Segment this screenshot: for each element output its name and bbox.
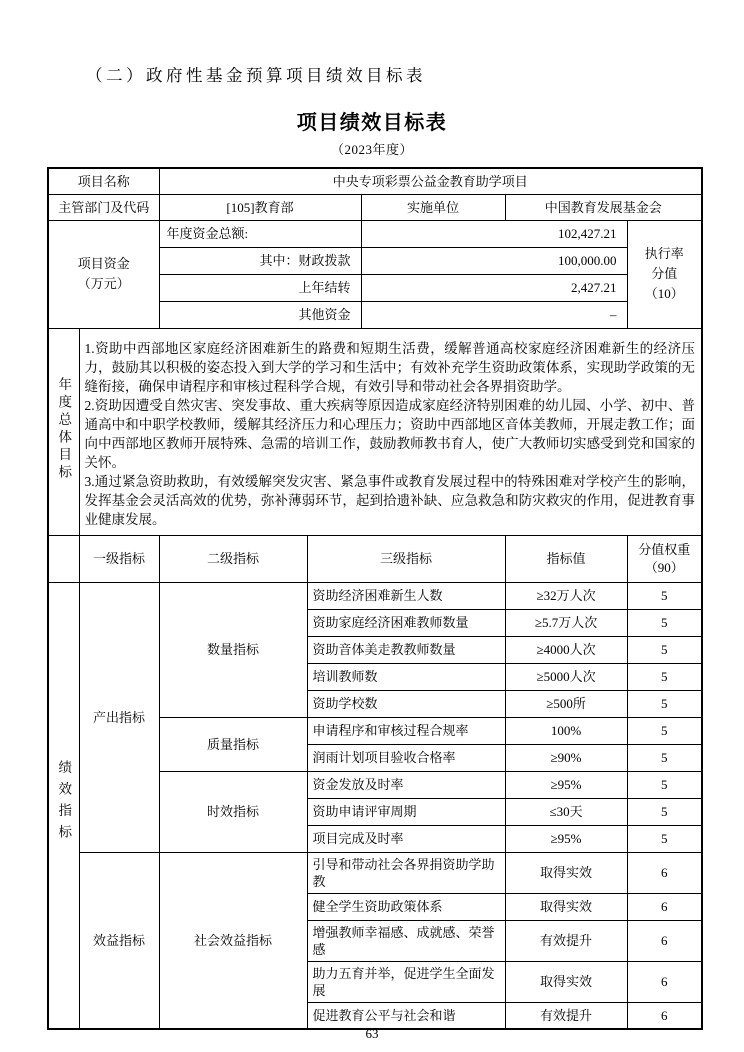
dept-value-cell: [105]教育部	[159, 194, 361, 220]
annual-goal-paragraph: 2.资助因遭受自然灾害、突发事故、重大疾病等原因造成家庭经济特别困难的幼儿园、小学、初中、普通高中和中职学校教师，缓解其经济压力和心理压力；资助中西部地区音体美教师，开展走教工作；面向中西部地区教师开展特殊、急需的培训工作，鼓励教师教书育人，使广大教师切实感受到党和国家的关怀。	[84, 397, 696, 470]
indicator-value-cell: ≤30天	[505, 798, 627, 825]
indicator-name-cell: 培训教师数	[307, 663, 505, 690]
indicator-weight-cell: 5	[627, 825, 702, 852]
impl-label-cell: 实施单位	[361, 194, 505, 220]
funding-label-line1: 项目资金	[77, 256, 130, 271]
indicator-weight-cell: 5	[627, 636, 702, 663]
indicator-name-cell: 申请程序和审核过程合规率	[307, 717, 505, 744]
performance-indicator-label-cell	[48, 582, 79, 1029]
department-row	[48, 194, 702, 220]
section-heading: （二）政府性基金预算项目绩效目标表	[86, 66, 426, 85]
indicator-row	[48, 582, 702, 609]
project-name-value-cell: 中央专项彩票公益金教育助学项目	[159, 168, 702, 194]
output-indicator-cell: 产出指标	[79, 582, 159, 852]
indicator-weight-cell: 6	[627, 852, 702, 893]
funding-name-cell: 其他资金	[159, 301, 361, 328]
funding-value-cell: –	[361, 301, 627, 328]
indicator-value-cell: ≥90%	[505, 744, 627, 771]
funding-label-line2: （万元）	[77, 276, 130, 291]
indicator-value-cell: ≥500所	[505, 690, 627, 717]
performance-target-table	[47, 167, 703, 1030]
annual-goal-content-cell	[79, 328, 702, 535]
indicator-weight-cell: 5	[627, 771, 702, 798]
level1-header-cell: 一级指标	[79, 535, 159, 582]
funding-value-cell: 100,000.00	[361, 247, 627, 274]
page-title: 项目绩效目标表	[296, 112, 448, 134]
benefit-indicator-cell: 效益指标	[79, 852, 159, 1029]
page-subtitle: （2023年度）	[330, 142, 413, 157]
annual-goal-paragraph: 1.资助中西部地区家庭经济困难新生的路费和短期生活费，缓解普通高校家庭经济困难新生的经济压力，鼓励其以积极的姿态投入到大学的学习和生活中；有效补充学生资助政策体系，实现助学政策的无缝衔接，确保申请程序和审核过程科学合规，有效引导和带动社会各界捐资助学。	[84, 340, 696, 394]
funding-name-cell: 年度资金总额:	[159, 220, 361, 247]
indicator-name-cell: 资助音体美走教教师数量	[307, 636, 505, 663]
indicator-name-cell: 健全学生资助政策体系	[307, 893, 505, 920]
indicator-weight-cell: 6	[627, 961, 702, 1002]
indicator-weight-cell: 6	[627, 893, 702, 920]
indicator-weight-cell: 6	[627, 1002, 702, 1029]
indicator-value-cell: ≥5000人次	[505, 663, 627, 690]
indicator-value-cell: 取得实效	[505, 852, 627, 893]
funding-value-cell: 102,427.21	[361, 220, 627, 247]
indicator-value-cell: 有效提升	[505, 1002, 627, 1029]
indicator-name-cell: 助力五育并举，促进学生全面发展	[307, 961, 505, 1002]
weight-header-line1: 分值权重	[638, 541, 691, 557]
indicator-weight-cell: 6	[627, 920, 702, 961]
quality-indicator-cell: 质量指标	[159, 717, 307, 771]
annual-goal-label: 年度总体目标	[56, 377, 72, 482]
timeliness-indicator-cell: 时效指标	[159, 771, 307, 852]
indicator-value-cell: ≥4000人次	[505, 636, 627, 663]
indicator-name-cell: 资助申请评审周期	[307, 798, 505, 825]
indicator-value-cell: 取得实效	[505, 961, 627, 1002]
indicator-value-cell: 100%	[505, 717, 627, 744]
indicator-weight-cell: 5	[627, 798, 702, 825]
indicator-value-cell: ≥95%	[505, 825, 627, 852]
annual-goal-label-cell	[48, 328, 79, 535]
indicator-header-row	[48, 535, 702, 582]
performance-indicator-label: 绩效指标	[56, 760, 72, 847]
social-benefit-indicator-cell: 社会效益指标	[159, 852, 307, 1029]
indicator-name-cell: 资金发放及时率	[307, 771, 505, 798]
weight-header-cell	[627, 535, 702, 582]
indicator-weight-cell: 5	[627, 717, 702, 744]
funding-label-cell	[48, 220, 159, 328]
dept-label-cell: 主管部门及代码	[48, 194, 159, 220]
funding-row	[48, 220, 702, 247]
indicator-value-cell: 有效提升	[505, 920, 627, 961]
indicator-name-cell: 项目完成及时率	[307, 825, 505, 852]
indicator-weight-cell: 5	[627, 690, 702, 717]
weight-header-line2: （90）	[644, 559, 684, 575]
execution-line1: 执行率	[644, 246, 684, 261]
execution-rate-cell	[627, 220, 702, 328]
impl-value-cell: 中国教育发展基金会	[505, 194, 702, 220]
indicator-name-cell: 资助经济困难新生人数	[307, 582, 505, 609]
funding-name-cell: 其中：财政拨款	[159, 247, 361, 274]
level3-header-cell: 三级指标	[307, 535, 505, 582]
value-header-cell: 指标值	[505, 535, 627, 582]
indicator-value-cell: ≥5.7万人次	[505, 609, 627, 636]
annual-goal-paragraph: 3.通过紧急资助救助，有效缓解突发灾害、紧急事件或教育发展过程中的特殊困难对学校产生的影响，发挥基金会灵活高效的优势，弥补薄弱环节，起到拾遗补缺、应急救急和防灾救灾的作用，促进教育事业健康发展。	[84, 473, 696, 527]
indicator-value-cell: ≥32万人次	[505, 582, 627, 609]
indicator-name-cell: 引导和带动社会各界捐资助学助教	[307, 852, 505, 893]
execution-line2: 分值	[651, 266, 678, 281]
indicator-value-cell: 取得实效	[505, 893, 627, 920]
indicator-name-cell: 润雨计划项目验收合格率	[307, 744, 505, 771]
annual-goal-row	[48, 328, 702, 535]
level2-header-cell: 二级指标	[159, 535, 307, 582]
indicator-name-cell: 资助学校数	[307, 690, 505, 717]
project-name-row	[48, 168, 702, 194]
indicator-name-cell: 增强教师幸福感、成就感、荣誉感	[307, 920, 505, 961]
quantity-indicator-cell: 数量指标	[159, 582, 307, 717]
indicator-header-spacer-cell	[48, 535, 79, 582]
indicator-value-cell: ≥95%	[505, 771, 627, 798]
funding-name-cell: 上年结转	[159, 274, 361, 301]
indicator-weight-cell: 5	[627, 663, 702, 690]
indicator-weight-cell: 5	[627, 609, 702, 636]
page-number: 63	[365, 1026, 379, 1041]
indicator-row	[48, 852, 702, 893]
indicator-name-cell: 促进教育公平与社会和谐	[307, 1002, 505, 1029]
execution-line3: （10）	[644, 286, 684, 301]
funding-value-cell: 2,427.21	[361, 274, 627, 301]
project-name-label-cell: 项目名称	[48, 168, 159, 194]
indicator-weight-cell: 5	[627, 744, 702, 771]
indicator-weight-cell: 5	[627, 582, 702, 609]
indicator-name-cell: 资助家庭经济困难教师数量	[307, 609, 505, 636]
